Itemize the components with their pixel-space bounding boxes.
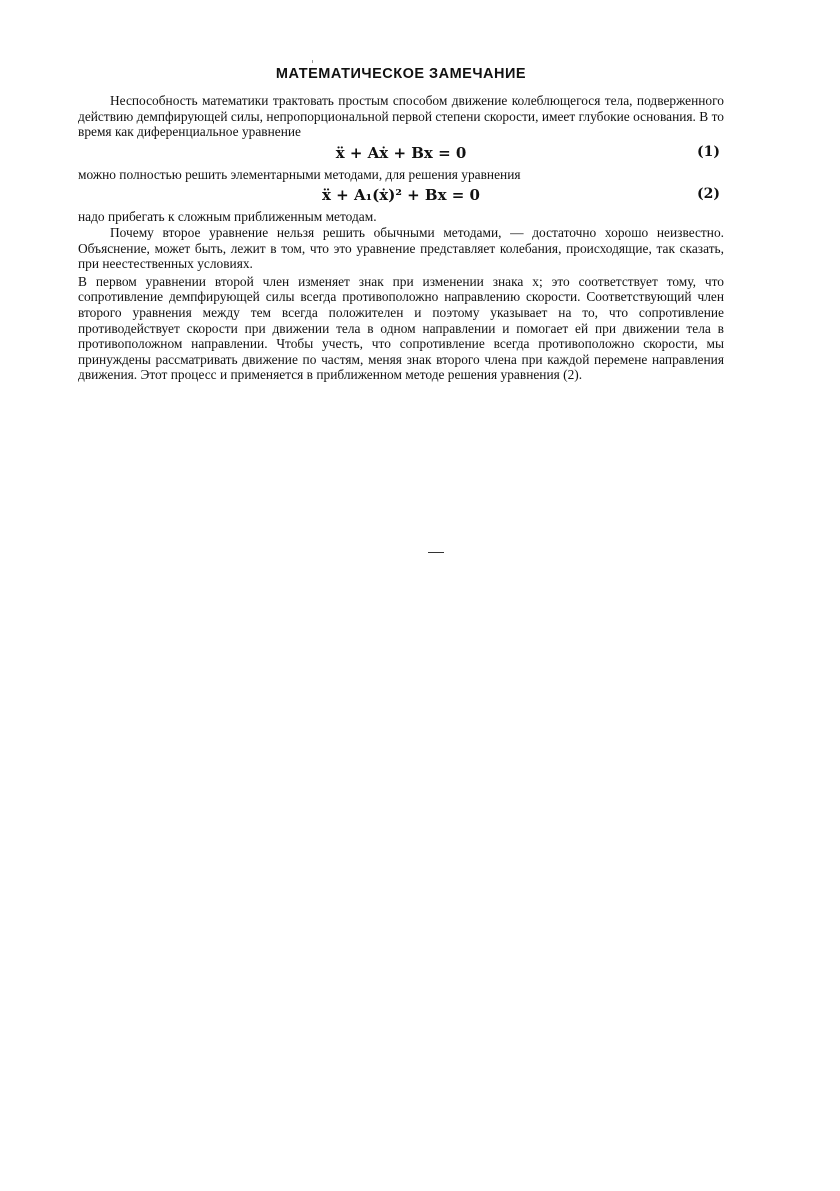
paragraph-why: Почему второе уравнение нельзя решить обычными методами, — достаточно хорошо неизвестно. Объяснение, может быть, лежит в том, что это уравнение представляет колебания, происходящие, так сказать, при неестественных условиях. xyxy=(78,224,724,272)
paragraph-between-equations: можно полностью решить элементарными методами, для решения уравнения xyxy=(78,166,521,182)
scan-mark xyxy=(312,60,313,63)
paragraph-intro: Неспособность математики трактовать простым способом движение колеблющегося тела, подверженного действию демпфирующей силы, непропорциональной первой степени скорости, имеет глубокие основания. В то время как диференциальное уравнение xyxy=(78,93,724,140)
paragraph-approx-methods: надо прибегать к сложным приближенным методам. xyxy=(78,209,377,225)
page-title: МАТЕМАТИЧЕСКОЕ ЗАМЕЧАНИЕ xyxy=(275,66,527,82)
equation-1-expression: ẍ + Aẋ + Bx = 0 xyxy=(335,143,467,162)
equation-2-number: (2) xyxy=(697,186,720,203)
paragraph-explanation: В первом уравнении второй член изменяет знак при изменении знака x; это соответствует тому, что сопротивление демпфирующей силы всегда противоположно направлению скорости. Соответствующий член второго уравнения между тем всегда положителен и поэтому указывает на то, что сопротивление противодействует скорости при движении тела в одном направлении и помогает ей при движении тела в противоположном направлении. Чтобы учесть, что сопротивление всегда противоположно скорости, мы принуждены рассматривать движение по частям, меняя знак второго члена при каждой перемене направления движения. Этот процесс и применяется в приближенном методе решения уравнения (2). xyxy=(78,273,724,383)
equation-1-number: (1) xyxy=(697,143,720,160)
equation-2-expression: ẍ + A₁(ẋ)² + Bx = 0 xyxy=(322,186,480,205)
document-page xyxy=(78,66,724,383)
equation-2 xyxy=(78,184,724,206)
page-end-dash xyxy=(428,552,444,553)
equation-1 xyxy=(78,142,724,164)
